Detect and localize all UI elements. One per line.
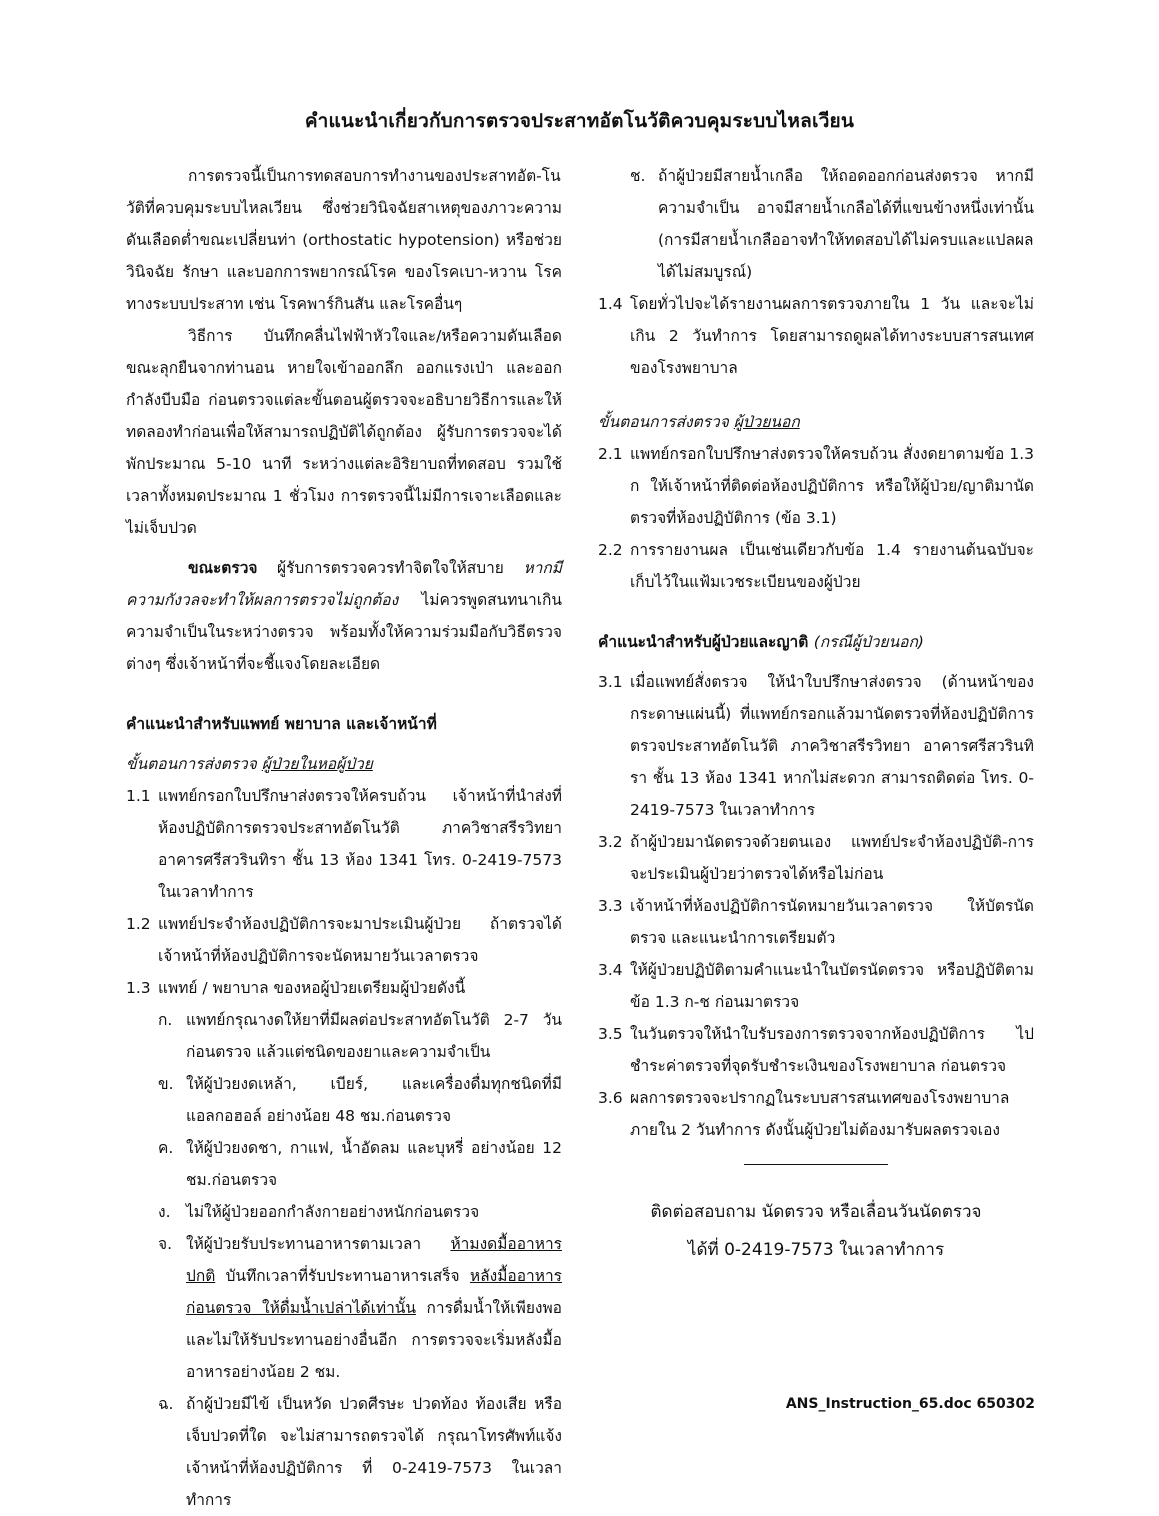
item-number: 1.1 bbox=[126, 787, 151, 805]
list-item bbox=[598, 288, 1034, 384]
item-number: 2.2 bbox=[598, 541, 623, 559]
inpatient-steps-target: ผู้ป่วยในหอผู้ป่วย bbox=[261, 755, 373, 773]
sub-list-item bbox=[126, 1196, 562, 1228]
outpatient-steps-target: ผู้ป่วยนอก bbox=[733, 413, 800, 431]
document-title: คำแนะนำเกี่ยวกับการตรวจประสาทอัตโนวัติควบคุมระบบไหลเวียน bbox=[304, 110, 855, 132]
sub-item-text: แพทย์กรุณางดให้ยาที่มีผลต่อประสาทอัตโนวัติ 2-7 วัน ก่อนตรวจ แล้วแต่ชนิดของยาและความจำเป็น bbox=[186, 1011, 562, 1061]
item-number: 2.1 bbox=[598, 445, 623, 463]
sub-item-text: ถ้าผู้ป่วยมีสายน้ำเกลือ ให้ถอดออกก่อนส่งตรวจ หากมีความจำเป็น อาจมีสายน้ำเกลือได้ที่แขนข้างหนึ่งเท่านั้น (การมีสายน้ำเกลืออาจทำให้ทดสอบได้ไม่ครบและแปลผลได้ไม่สมบูรณ์) bbox=[658, 167, 1034, 281]
list-item bbox=[598, 1082, 1034, 1146]
item-text: แพทย์ / พยาบาล ของหอผู้ป่วยเตรียมผู้ป่วยดังนี้ bbox=[158, 979, 466, 997]
meal-text-b: บันทึกเวลาที่รับประทานอาหารเสร็จ bbox=[215, 1267, 470, 1285]
inpatient-steps-heading bbox=[126, 748, 562, 780]
list-item bbox=[598, 438, 1034, 534]
intro-p3-text-a: ผู้รับการตรวจควรทำจิตใจให้สบาย bbox=[257, 559, 524, 577]
list-item bbox=[598, 954, 1034, 1018]
sub-item-letter: ค. bbox=[158, 1139, 174, 1157]
patient-heading-qualifier: (กรณีผู้ป่วยนอก) bbox=[813, 633, 924, 651]
item-number: 1.3 bbox=[126, 979, 151, 997]
anxiety-warning: หากมีความกังวลจะทำให้ผลการตรวจไม่ถูกต้อง bbox=[126, 559, 562, 609]
sub-item-text: ถ้าผู้ป่วยมีไข้ เป็นหวัด ปวดศีรษะ ปวดท้อง ท้องเสีย หรือเจ็บปวดที่ใด จะไม่สามารถตรวจได้ กรุณาโทรศัพท์แจ้งเจ้าหน้าที่ห้องปฏิบัติการ ที่ 0-2419-7573 ในเวลาทำการ bbox=[186, 1395, 562, 1509]
water-only-note: หลังมื้ออาหารก่อนตรวจ ให้ดื่มน้ำเปล่าได้เท่านั้น bbox=[186, 1267, 562, 1317]
sub-item-letter: ก. bbox=[158, 1011, 173, 1029]
sub-item-letter: ง. bbox=[158, 1203, 171, 1221]
list-item bbox=[598, 1018, 1034, 1082]
item-text: ในวันตรวจให้นำใบรับรองการตรวจจากห้องปฏิบัติการ ไปชำระค่าตรวจที่จุดรับชำระเงินของโรงพยาบาล ก่อนตรวจ bbox=[630, 1025, 1034, 1075]
sub-item-letter: จ. bbox=[158, 1235, 173, 1253]
right-column bbox=[598, 160, 1034, 1269]
list-item bbox=[126, 972, 562, 1004]
inpatient-steps-label: ขั้นตอนการส่งตรวจ bbox=[126, 755, 262, 773]
item-text: ถ้าผู้ป่วยมานัดตรวจด้วยตนเอง แพทย์ประจำห้องปฏิบัติ-การจะประเมินผู้ป่วยว่าตรวจได้หรือไม่ก่อน bbox=[630, 833, 1034, 883]
item-text: แพทย์ประจำห้องปฏิบัติการจะมาประเมินผู้ป่วย ถ้าตรวจได้ เจ้าหน้าที่ห้องปฏิบัติการจะนัดหมายวันเวลาตรวจ bbox=[158, 915, 562, 965]
intro-paragraph-1: การตรวจนี้เป็นการทดสอบการทำงานของประสาทอัต-โนวัติที่ควบคุมระบบไหลเวียน ซึ่งช่วยวินิจฉัยสาเหตุของภาวะความดันเลือดต่ำขณะเปลี่ยนท่า (orthostatic hypotension) หรือช่วยวินิจฉัย รักษา และบอกการพยากรณ์โรค ของโรคเบา-หวาน โรคทางระบบประสาท เช่น โรคพาร์กินสัน และโรคอื่นๆ bbox=[126, 167, 562, 313]
outpatient-steps-heading bbox=[598, 406, 1034, 438]
item-number: 3.5 bbox=[598, 1025, 623, 1043]
item-text: ให้ผู้ป่วยปฏิบัติตามคำแนะนำในบัตรนัดตรวจ หรือปฏิบัติตามข้อ 1.3 ก-ช ก่อนมาตรวจ bbox=[630, 961, 1034, 1011]
item-number: 3.1 bbox=[598, 673, 623, 691]
item-text: แพทย์กรอกใบปรึกษาส่งตรวจให้ครบถ้วน สั่งงดยาตามข้อ 1.3 ก ให้เจ้าหน้าที่ติดต่อห้องปฏิบัติการ หรือให้ผู้ป่วย/ญาติมานัดตรวจที่ห้องปฏิบัติการ (ข้อ 3.1) bbox=[630, 445, 1034, 527]
list-item bbox=[598, 890, 1034, 954]
sub-list-item bbox=[126, 1004, 562, 1068]
item-text: เมื่อแพทย์สั่งตรวจ ให้นำใบปรึกษาส่งตรวจ (ด้านหน้าของกระดาษแผ่นนี้) ที่แพทย์กรอกแล้วมานัดตรวจที่ห้องปฏิบัติการตรวจประสาทอัตโนวัติ ภาควิชาสรีรวิทยา อาคารศรีสวรินทิรา ชั้น 13 ห้อง 1341 หากไม่สะดวก สามารถติดต่อ โทร. 0-2419-7573 ในเวลาทำการ bbox=[630, 673, 1034, 819]
item-text: ผลการตรวจจะปรากฏในระบบสารสนเทศของโรงพยาบาล ภายใน 2 วันทำการ ดังนั้นผู้ป่วยไม่ต้องมารับผลตรวจเอง bbox=[630, 1089, 1010, 1139]
sub-list-item bbox=[126, 1132, 562, 1196]
sub-item-text: ให้ผู้ป่วยงดเหล้า, เบียร์, และเครื่องดื่มทุกชนิดที่มีแอลกอฮอล์ อย่างน้อย 48 ชม.ก่อนตรวจ bbox=[186, 1075, 562, 1125]
item-number: 3.3 bbox=[598, 897, 623, 915]
meal-text-a: ให้ผู้ป่วยรับประทานอาหารตามเวลา bbox=[186, 1235, 451, 1253]
item-number: 1.4 bbox=[598, 295, 623, 313]
contact-line-1: ติดต่อสอบถาม นัดตรวจ หรือเลื่อนวันนัดตรวจ bbox=[650, 1202, 982, 1222]
item-number: 1.2 bbox=[126, 915, 151, 933]
item-number: 3.2 bbox=[598, 833, 623, 851]
intro-paragraph-3 bbox=[126, 552, 562, 680]
left-column bbox=[126, 160, 562, 1516]
item-number: 3.6 bbox=[598, 1089, 623, 1107]
sub-item-letter: ข. bbox=[158, 1075, 174, 1093]
staff-section-heading: คำแนะนำสำหรับแพทย์ พยาบาล และเจ้าหน้าที่ bbox=[126, 715, 437, 733]
list-item bbox=[598, 534, 1034, 598]
item-text: การรายงานผล เป็นเช่นเดียวกับข้อ 1.4 รายงานต้นฉบับจะเก็บไว้ในแฟ้มเวชระเบียนของผู้ป่วย bbox=[630, 541, 1034, 591]
outpatient-steps-label: ขั้นตอนการส่งตรวจ bbox=[598, 413, 734, 431]
item-text: โดยทั่วไปจะได้รายงานผลการตรวจภายใน 1 วัน และจะไม่เกิน 2 วันทำการ โดยสามารถดูผลได้ทางระบบสารสนเทศของโรงพยาบาล bbox=[630, 295, 1034, 377]
patient-section-heading bbox=[598, 626, 1034, 658]
intro-p3-text-b: ไม่ควรพูดสนทนาเกินความจำเป็นในระหว่างตรวจ พร้อมทั้งให้ความร่วมมือกับวิธีตรวจต่างๆ ซึ่งเจ้าหน้าที่จะชี้แจงโดยละเอียด bbox=[126, 591, 562, 673]
sub-list-item bbox=[126, 1068, 562, 1132]
during-test-label: ขณะตรวจ bbox=[188, 559, 258, 577]
sub-item-letter: ฉ. bbox=[158, 1395, 174, 1413]
sub-item-letter: ช. bbox=[630, 167, 646, 185]
sub-list-item bbox=[126, 1388, 562, 1516]
contact-line-2: ได้ที่ 0-2419-7573 ในเวลาทำการ bbox=[687, 1240, 945, 1260]
sub-item-text: ให้ผู้ป่วยงดชา, กาแฟ, น้ำอัดลม และบุหรี่ อย่างน้อย 12 ชม.ก่อนตรวจ bbox=[186, 1139, 562, 1189]
item-text: เจ้าหน้าที่ห้องปฏิบัติการนัดหมายวันเวลาตรวจ ให้บัตรนัดตรวจ และแนะนำการเตรียมตัว bbox=[630, 897, 1034, 947]
intro-paragraph-2: วิธีการ บันทึกคลื่นไฟฟ้าหัวใจและ/หรือความดันเลือดขณะลุกยืนจากท่านอน หายใจเข้าออกลึก ออกแรงเป่า และออกกำลังบีบมือ ก่อนตรวจแต่ละขั้นตอนผู้ตรวจจะอธิบายวิธีการและให้ทดลองทำก่อนเพื่อให้สามารถปฏิบัติได้ถูกต้อง ผู้รับการตรวจจะได้พักประมาณ 5-10 นาที ระหว่างแต่ละอิริยาบถที่ทดสอบ รวมใช้เวลาทั้งหมดประมาณ 1 ชั่วโมง การตรวจนี้ไม่มีการเจาะเลือดและไม่เจ็บปวด bbox=[126, 327, 562, 537]
sub-list-item bbox=[598, 160, 1034, 288]
list-item bbox=[598, 826, 1034, 890]
patient-heading-text: คำแนะนำสำหรับผู้ป่วยและญาติ bbox=[598, 633, 814, 651]
item-number: 3.4 bbox=[598, 961, 623, 979]
sub-list-item-meal bbox=[126, 1228, 562, 1388]
document-footer: ANS_Instruction_65.doc 650302 bbox=[785, 1396, 1035, 1412]
sub-item-text: ไม่ให้ผู้ป่วยออกกำลังกายอย่างหนักก่อนตรวจ bbox=[186, 1203, 480, 1221]
item-text: แพทย์กรอกใบปรึกษาส่งตรวจให้ครบถ้วน เจ้าหน้าที่นำส่งที่ห้องปฏิบัติการตรวจประสาทอัตโนวัติ ภาควิชาสรีรวิทยา อาคารศรีสวรินทิรา ชั้น 13 ห้อง 1341 โทร. 0-2419-7573 ในเวลาทำการ bbox=[158, 787, 562, 901]
list-item bbox=[598, 666, 1034, 826]
meal-text-c: การดื่มน้ำให้เพียงพอ และไม่ให้รับประทานอย่างอื่นอีก การตรวจจะเริ่มหลังมื้ออาหารอย่างน้อย 2 ชม. bbox=[186, 1299, 562, 1381]
list-item bbox=[126, 780, 562, 908]
no-skip-meal-note: ห้ามงดมื้ออาหารปกติ bbox=[186, 1235, 562, 1285]
list-item bbox=[126, 908, 562, 972]
